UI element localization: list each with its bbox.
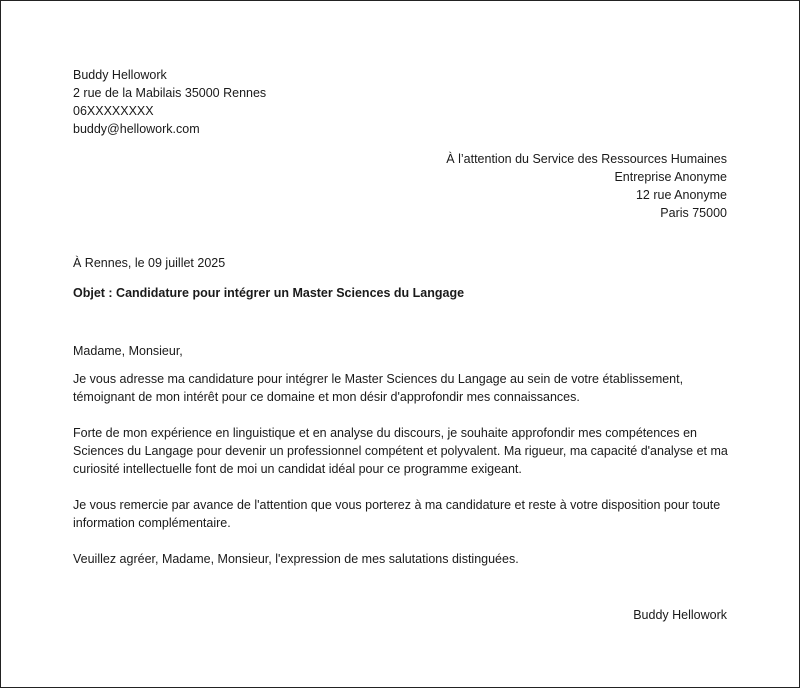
recipient-attention: À l’attention du Service des Ressources Humaines — [446, 152, 727, 166]
body-paragraph-1: Je vous adresse ma candidature pour intégrer le Master Sciences du Langage au sein de votre établissement, témoignant de mon intérêt pour ce domaine et mon désir d'approfondir mes connaissances. — [73, 372, 684, 404]
sender-phone: 06XXXXXXXX — [73, 104, 154, 118]
letter-body — [73, 342, 733, 586]
sender-name: Buddy Hellowork — [73, 68, 167, 82]
recipient-block — [446, 150, 727, 222]
sender-block — [73, 66, 266, 138]
recipient-city: Paris 75000 — [660, 206, 727, 220]
sender-email: buddy@hellowork.com — [73, 122, 200, 136]
body-paragraph-3: Je vous remercie par avance de l'attention que vous porterez à ma candidature et reste à votre disposition pour toute information complémentaire. — [73, 498, 721, 530]
body-paragraph-2: Forte de mon expérience en linguistique et en analyse du discours, je souhaite approfondir mes compétences en Sciences du Langage pour devenir un professionnel compétent et polyvalent. Ma rigueur, ma capacité d'analyse et ma curiosité intellectuelle font de moi un candidat idéal pour ce programme exigeant. — [73, 426, 728, 476]
date-line: À Rennes, le 09 juillet 2025 — [73, 256, 226, 270]
salutation: Madame, Monsieur, — [73, 344, 183, 358]
closing-paragraph: Veuillez agréer, Madame, Monsieur, l'expression de mes salutations distinguées. — [73, 552, 519, 566]
signature: Buddy Hellowork — [633, 608, 727, 622]
recipient-company: Entreprise Anonyme — [614, 170, 727, 184]
sender-address: 2 rue de la Mabilais 35000 Rennes — [73, 86, 267, 100]
recipient-street: 12 rue Anonyme — [635, 188, 727, 202]
subject-line: Objet : Candidature pour intégrer un Master Sciences du Langage — [73, 286, 465, 300]
